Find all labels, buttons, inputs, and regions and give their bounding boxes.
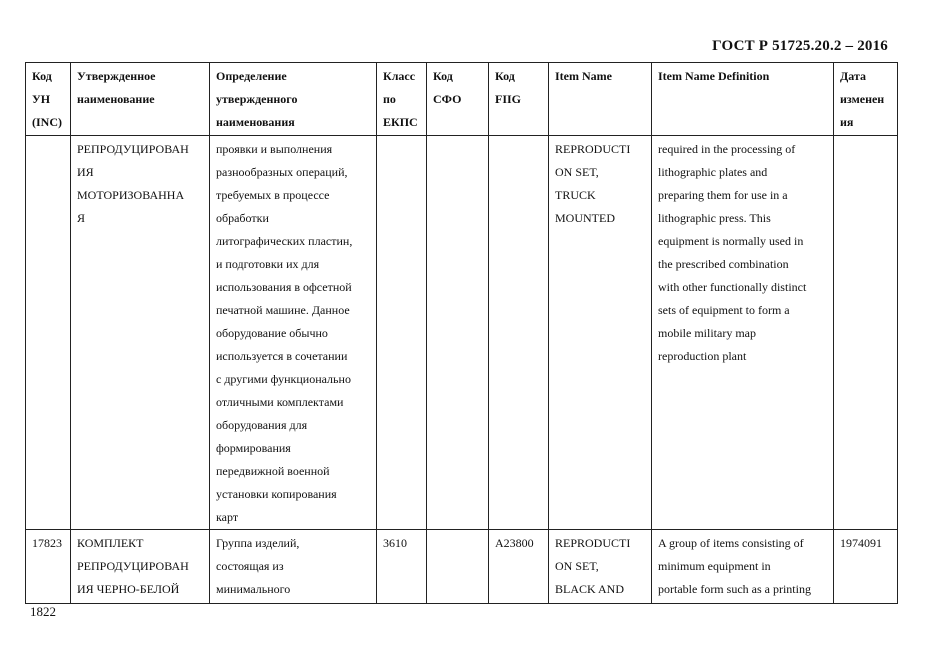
nomenclature-table <box>25 62 898 604</box>
cell-inc-code: 17823 <box>26 530 71 604</box>
header-fiig-code: Код FIIG <box>489 63 549 136</box>
cell-item-name: REPRODUCTI ON SET, BLACK AND <box>549 530 652 604</box>
table-row <box>26 530 898 604</box>
table-header-row <box>26 63 898 136</box>
header-item-name-definition: Item Name Definition <box>652 63 834 136</box>
cell-item-name-definition: A group of items consisting of minimum equipment in portable form such as a printing <box>652 530 834 604</box>
cell-name-definition: проявки и выполнения разнообразных операций, требуемых в процессе обработки литографических пластин, и подготовки их для использования в офсетной печатной машине. Данное оборудование обычно используется в сочетании с другими функционально отличными комплектами оборудования для формирования передвижной военной установки копирования карт <box>210 136 377 530</box>
cell-ekps-class <box>377 136 427 530</box>
page-number: 1822 <box>30 604 56 619</box>
cell-sfo-code <box>427 530 489 604</box>
header-change-date: Дата изменен ия <box>834 63 898 136</box>
cell-name-definition: Группа изделий, состоящая из минимального <box>210 530 377 604</box>
cell-fiig-code <box>489 136 549 530</box>
cell-approved-name: КОМПЛЕКТ РЕПРОДУЦИРОВАН ИЯ ЧЕРНО-БЕЛОЙ <box>71 530 210 604</box>
header-approved-name: Утвержденное наименование <box>71 63 210 136</box>
cell-item-name-definition: required in the processing of lithographic plates and preparing them for use in a lithographic press. This equipment is normally used in the prescribed combination with other functionally distinct sets of equipment to form a mobile military map reproduction plant <box>652 136 834 530</box>
header-name-definition: Определение утвержденного наименования <box>210 63 377 136</box>
header-inc-code: Код УН (INC) <box>26 63 71 136</box>
header-sfo-code: Код СФО <box>427 63 489 136</box>
cell-change-date <box>834 136 898 530</box>
cell-sfo-code <box>427 136 489 530</box>
cell-ekps-class: 3610 <box>377 530 427 604</box>
cell-inc-code <box>26 136 71 530</box>
header-item-name: Item Name <box>549 63 652 136</box>
table-row <box>26 136 898 530</box>
cell-change-date: 1974091 <box>834 530 898 604</box>
document-title: ГОСТ Р 51725.20.2 – 2016 <box>712 38 888 54</box>
cell-approved-name: РЕПРОДУЦИРОВАН ИЯ МОТОРИЗОВАННА Я <box>71 136 210 530</box>
header-ekps-class: Класс по ЕКПС <box>377 63 427 136</box>
cell-fiig-code: A23800 <box>489 530 549 604</box>
cell-item-name: REPRODUCTI ON SET, TRUCK MOUNTED <box>549 136 652 530</box>
